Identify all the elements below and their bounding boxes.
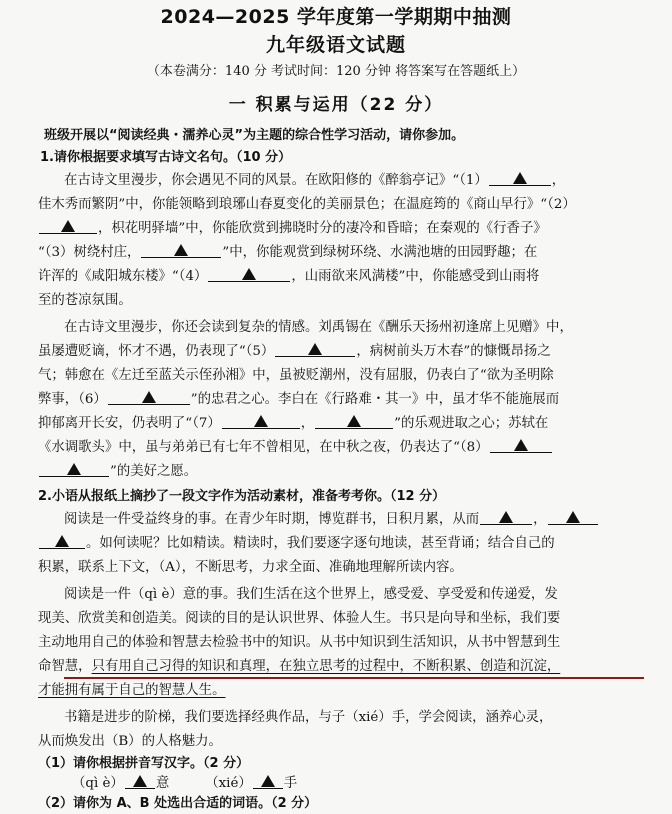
q2-line: 书籍是进步的阶梯，我们要选择经典作品，与子（xié）手，学会阅读，涵养心灵， [64, 710, 553, 725]
exam-info: （本卷满分：140 分 考试时间：120 分钟 将答案写在答题纸上） [146, 64, 526, 79]
triangle-icon [174, 244, 188, 256]
triangle-icon [242, 268, 256, 280]
answer-blank[interactable] [490, 438, 552, 453]
exam-title: 2024—2025 学年度第一学期期中抽测 [160, 6, 512, 28]
triangle-icon [67, 463, 81, 475]
triangle-icon [513, 172, 527, 184]
question-2-title: 2.小语从报纸上摘抄了一段文字作为活动素材，准备考考你。（12 分） [38, 489, 446, 504]
q2-line: 现美、欣赏美和创造美。阅读的目的是认识世界、体验人生。书只是向导和坐标，我们要 [38, 611, 561, 626]
q1-line: “（3）树绕村庄， ”中，你能观赏到绿树环绕、水满池塘的田园野趣；在 [38, 245, 538, 260]
q2-line: 积累，联系上下文，（A），不断思考，力求全面、准确地理解所读内容。 [38, 560, 463, 575]
answer-blank[interactable] [548, 510, 598, 525]
triangle-icon [142, 391, 156, 403]
question-1-title: 1.请你根据要求填写古诗文名句。（10 分） [40, 150, 292, 165]
triangle-icon [308, 343, 322, 355]
sub-question-1: （1）请你根据拼音写汉字。（2 分） [38, 756, 250, 771]
q1-line: 虽屡遭贬谪，怀才不遇，仍表现了“（5） ，病树前头万木春”的慷慨昂扬之 [38, 344, 551, 359]
q1-line: ，枳花明驿墙”中，你能欣赏到拂晓时分的凄冷和昏暗；在秦观的《行香子》 [38, 219, 650, 239]
sub-question-2: （2）请你为 A、B 处选出合适的词语。（2 分） [38, 796, 318, 811]
q1-line: 抑郁离开长安，仍表明了“（7） ， ”的乐观进取之心；苏轼在 [38, 416, 549, 431]
q2-line: 命智慧，只有用自己习得的知识和真理，在独立思考的过程中，不断积累、创造和沉淀， [38, 659, 561, 674]
answer-blank[interactable] [489, 171, 551, 186]
q2-line: 主动地用自己的体验和智慧去检验书中的知识。从书中知识到生活知识，从书中智慧到生 [38, 635, 561, 650]
q1-line: 《水调歌头》中，虽与弟弟已有七年不曾相见，在中秋之夜，仍表达了“（8） [38, 438, 650, 458]
underline-mark [64, 677, 644, 679]
q2-line: 阅读是一件（qì è）意的事。我们生活在这个世界上，感受爱、享受爱和传递爱，发 [64, 587, 558, 602]
answer-blank[interactable] [208, 267, 290, 282]
answer-blank[interactable] [275, 342, 355, 357]
triangle-icon [566, 511, 580, 523]
triangle-icon [61, 220, 75, 232]
triangle-icon [254, 415, 268, 427]
underlined-sentence: 才能拥有属于自己的智慧人生。 [38, 683, 226, 698]
pinyin-line: （qì è） 意 （xié） 手 [72, 776, 298, 791]
answer-blank[interactable] [125, 774, 155, 789]
q2-line [38, 681, 650, 701]
q1-line: ”的美好之愿。 [38, 462, 650, 482]
triangle-icon [347, 415, 361, 427]
q2-line: 。如何读呢？比如精读。精读时，我们要逐字逐句地读，甚至背诵；结合自己的 [38, 534, 650, 554]
answer-blank[interactable] [39, 462, 109, 477]
triangle-icon [261, 775, 275, 787]
triangle-icon [514, 439, 528, 451]
answer-blank[interactable] [315, 414, 393, 429]
answer-blank[interactable] [39, 219, 97, 234]
q2-line: 从而焕发出（B）的人格魅力。 [38, 734, 222, 749]
q1-line: 许浑的《咸阳城东楼》“（4） ，山雨欲来风满楼”中，你能感受到山雨将 [38, 269, 540, 284]
underlined-sentence: 只有用自己习得的知识和真理，在独立思考的过程中，不断积累、创造和沉淀， [91, 659, 561, 674]
triangle-icon [499, 511, 513, 523]
triangle-icon [133, 775, 147, 787]
exam-subtitle: 九年级语文试题 [265, 34, 406, 56]
q2-line: 阅读是一件受益终身的事。在青少年时期，博览群书，日积月累，从而 ， [38, 510, 650, 530]
q1-line: 至的苍凉氛围。 [38, 293, 132, 308]
section-heading: 一 积累与运用（22 分） [228, 95, 444, 115]
q1-line: 弊事，（6） ”的忠君之心。李白在《行路难・其一》中，虽才华不能施展而 [38, 392, 560, 407]
q1-line: 佳木秀而繁阴”中，你能领略到琅琊山春夏变化的美丽景色；在温庭筠的《商山早行》“（2） [38, 197, 576, 212]
answer-blank[interactable] [253, 774, 283, 789]
q1-line: 在古诗文里漫步，你还会读到复杂的情感。刘禹锡在《酬乐天扬州初逢席上见赠》中， [64, 320, 573, 335]
q1-line: 在古诗文里漫步，你会遇见不同的风景。在欧阳修的《醉翁亭记》“（1） ， [64, 173, 566, 188]
triangle-icon [55, 535, 69, 547]
intro-text: 班级开展以“阅读经典・濡养心灵”为主题的综合性学习活动，请你参加。 [44, 128, 465, 143]
answer-blank[interactable] [108, 390, 190, 405]
answer-blank[interactable] [141, 243, 221, 258]
answer-blank[interactable] [39, 534, 85, 549]
q1-line: 气；韩愈在《左迁至蓝关示侄孙湘》中，虽被贬潮州，没有屈服，仍表白了“欲为圣明除 [38, 368, 554, 383]
answer-blank[interactable] [480, 510, 532, 525]
answer-blank[interactable] [222, 414, 300, 429]
